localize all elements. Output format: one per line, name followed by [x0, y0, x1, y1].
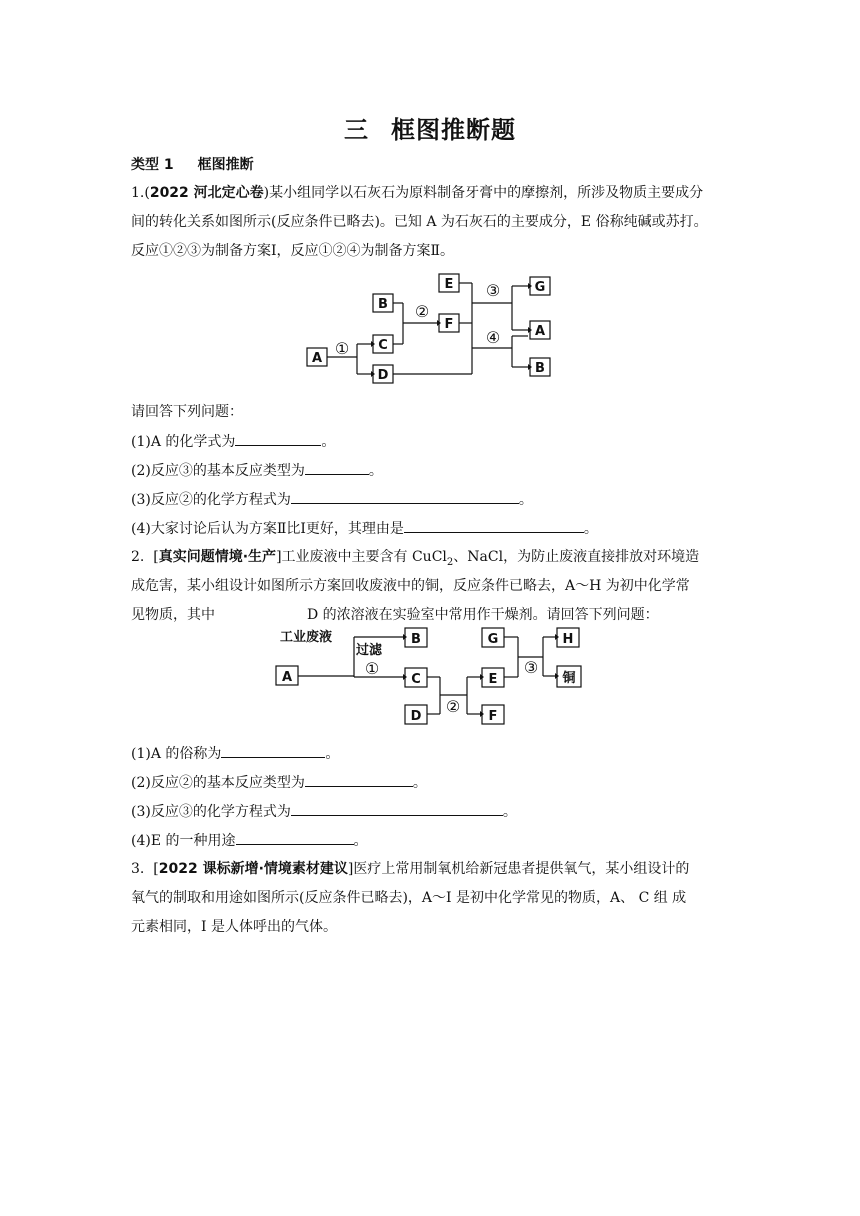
answer-blank[interactable] — [305, 772, 413, 787]
section-type: 类型 1 — [131, 157, 174, 173]
q1-line3: 反应①②③为制备方案Ⅰ，反应①②④为制备方案Ⅱ。 — [131, 243, 455, 259]
q2-subscript: 2 — [446, 556, 454, 568]
q2-sub4-text: (4)E 的一种用途 — [131, 833, 236, 849]
q2-reaction-1: ① — [364, 659, 380, 678]
q1-sub3-text: (3)反应②的化学方程式为 — [131, 492, 291, 508]
q1-label-F: F — [444, 317, 454, 332]
q1-source: 2022 河北定心卷 — [149, 185, 264, 201]
q2-label-D: D — [410, 709, 422, 724]
q1-sub2-text: (2)反应③的基本反应类型为 — [131, 463, 305, 479]
q3-text-1: ]医疗上常用制氧机给新冠患者提供氧气，某小组设计的 — [347, 861, 690, 877]
q1-sub3 — [131, 489, 533, 510]
q2-label-A: A — [281, 670, 293, 685]
q1-reaction-1: ① — [334, 339, 350, 358]
q2-text-1a: ]工业废液中主要含有 CuCl — [276, 549, 447, 565]
q2-sub1-text: (1)A 的俗称为 — [131, 746, 222, 762]
q1-sub3-end: 。 — [518, 492, 533, 508]
section-heading — [131, 155, 254, 175]
q1-label-D: D — [377, 368, 389, 383]
q2-sub3-end: 。 — [502, 804, 517, 820]
q1-label-A2: A — [534, 324, 546, 339]
q3-line2: 氧气的制取和用途如图所示(反应条件已略去)，A～I 是初中化学常见的物质，A、 C 组 成 — [131, 890, 687, 906]
q2-label-E: E — [488, 672, 498, 687]
q2-text-3b: D 的浓溶液在实验室中常用作干燥剂。请回答下列问题： — [307, 607, 659, 623]
title-number: 三 — [344, 116, 369, 144]
q1-label-B: B — [378, 297, 388, 312]
q1-line1 — [131, 183, 703, 203]
q2-sub1 — [131, 743, 339, 764]
q2-text-1b: 、NaCl，为防止废液直接排放对环境造 — [453, 549, 700, 565]
q2-sub3-text: (3)反应③的化学方程式为 — [131, 804, 291, 820]
q2-line1 — [131, 547, 699, 573]
q2-label-waste: 工业废液 — [280, 630, 333, 645]
q1-flow-diagram — [300, 266, 570, 384]
answer-blank[interactable] — [291, 801, 503, 816]
q1-sub4-end: 。 — [583, 521, 598, 537]
q2-line2: 成危害，某小组设计如图所示方案回收废液中的铜，反应条件已略去，A～H 为初中化学常 — [131, 578, 690, 594]
q2-label-H: H — [562, 632, 574, 647]
q1-reaction-2: ② — [414, 302, 430, 321]
q2-sub2 — [131, 772, 427, 793]
answer-blank[interactable] — [291, 489, 519, 504]
q2-sub1-end: 。 — [325, 746, 340, 762]
answer-blank[interactable] — [305, 460, 369, 475]
q1-label-B2: B — [535, 361, 545, 376]
answer-blank[interactable] — [221, 743, 325, 758]
q1-sub2-end: 。 — [368, 463, 383, 479]
q2-label-copper: 铜 — [562, 671, 576, 686]
q1-sub1 — [131, 431, 335, 452]
q1-sub1-end: 。 — [321, 434, 336, 450]
q2-number: 2. [ — [131, 549, 159, 565]
q2-reaction-3: ③ — [523, 658, 539, 677]
q1-text-1: )某小组同学以石灰石为原料制备牙膏中的摩擦剂，所涉及物质主要成分 — [263, 185, 704, 201]
q1-label-G: G — [534, 280, 546, 295]
q1-line2: 间的转化关系如图所示(反应条件已略去)。已知 A 为石灰石的主要成分，E 俗称纯碱或苏打。 — [131, 214, 708, 230]
q1-prompt: 请回答下列问题： — [131, 404, 243, 420]
answer-blank[interactable] — [235, 431, 321, 446]
q2-line3 — [131, 605, 659, 625]
q1-sub2 — [131, 460, 383, 481]
q3-line3: 元素相同，I 是人体呼出的气体。 — [131, 919, 337, 935]
q3-number: 3. [ — [131, 861, 159, 877]
q2-sub3 — [131, 801, 517, 822]
q2-label-G: G — [487, 632, 499, 647]
q2-sub2-text: (2)反应②的基本反应类型为 — [131, 775, 305, 791]
q1-sub4-text: (4)大家讨论后认为方案Ⅱ比Ⅰ更好，其理由是 — [131, 521, 404, 537]
q1-label-E: E — [444, 277, 454, 292]
q1-sub1-text: (1)A 的化学式为 — [131, 434, 236, 450]
q2-text-3a: 见物质，其中 — [131, 607, 215, 623]
q1-sub4 — [131, 518, 598, 539]
q1-label-A: A — [311, 351, 323, 366]
q2-sub4-end: 。 — [353, 833, 368, 849]
q2-reaction-2: ② — [445, 697, 461, 716]
q2-label-F: F — [488, 709, 498, 724]
page-title — [0, 110, 860, 145]
q2-flow-diagram — [272, 624, 592, 728]
q2-label-filter: 过滤 — [356, 643, 383, 658]
q2-sub4 — [131, 830, 368, 851]
q2-label-B: B — [411, 632, 421, 647]
q3-line1 — [131, 859, 689, 879]
q2-label-C: C — [411, 672, 421, 687]
answer-blank[interactable] — [236, 830, 354, 845]
q2-sub2-end: 。 — [412, 775, 427, 791]
q3-tag: 2022 课标新增·情境素材建议 — [158, 861, 348, 877]
q1-reaction-4: ④ — [485, 328, 501, 347]
answer-blank[interactable] — [404, 518, 584, 533]
title-text: 框图推断题 — [391, 116, 516, 144]
q1-number: 1.( — [131, 185, 150, 201]
section-name: 框图推断 — [197, 157, 254, 173]
q2-tag: 真实问题情境·生产 — [158, 549, 277, 565]
q1-reaction-3: ③ — [485, 281, 501, 300]
q1-label-C: C — [378, 338, 388, 353]
